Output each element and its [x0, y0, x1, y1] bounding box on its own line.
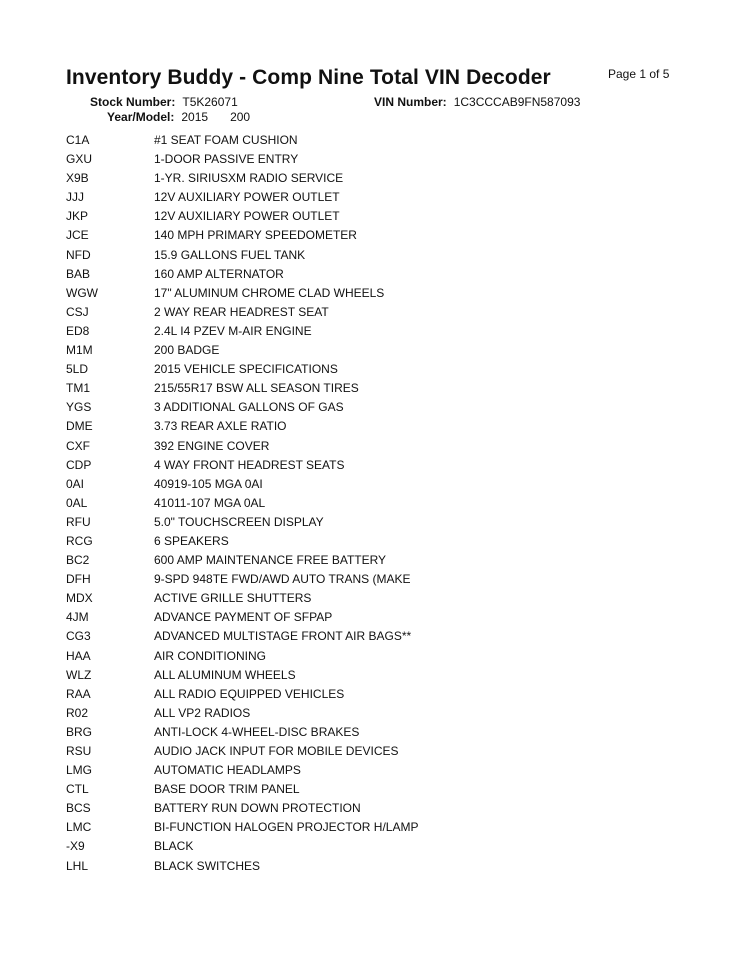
option-code: RAA	[66, 686, 91, 701]
option-code: WGW	[66, 285, 98, 300]
option-description: 5.0" TOUCHSCREEN DISPLAY	[154, 514, 324, 529]
option-description: ALL VP2 RADIOS	[154, 705, 251, 720]
stock-number-value: T5K26071	[182, 95, 238, 109]
option-description: AUTOMATIC HEADLAMPS	[154, 763, 301, 778]
option-code: 0AL	[66, 495, 88, 510]
option-code: CXF	[66, 438, 90, 453]
option-code: CDP	[66, 457, 92, 472]
option-code: CG3	[66, 629, 91, 644]
option-code: DME	[66, 419, 93, 434]
option-description: #1 SEAT FOAM CUSHION	[154, 133, 298, 147]
year-model-label: Year/Model:	[107, 110, 175, 124]
option-row	[0, 589, 742, 608]
year-model-field	[107, 110, 250, 124]
option-row	[0, 417, 742, 436]
option-row	[0, 284, 742, 303]
option-description: 40919-105 MGA 0AI	[154, 476, 263, 491]
option-row	[0, 456, 742, 475]
option-description: 9-SPD 948TE FWD/AWD AUTO TRANS (MAKE	[154, 572, 411, 587]
option-row	[0, 761, 742, 780]
option-description: ADVANCE PAYMENT OF SFPAP	[154, 610, 333, 625]
option-row	[0, 532, 742, 551]
option-code: BAB	[66, 266, 91, 281]
option-description: ALL RADIO EQUIPPED VEHICLES	[154, 686, 345, 701]
option-description: 15.9 GALLONS FUEL TANK	[154, 247, 306, 262]
page-number: Page 1 of 5	[608, 67, 670, 81]
option-description: 200 BADGE	[154, 343, 220, 358]
option-description: 3 ADDITIONAL GALLONS OF GAS	[154, 400, 344, 415]
stock-number-label: Stock Number:	[90, 95, 176, 109]
option-description: 12V AUXILIARY POWER OUTLET	[154, 209, 340, 224]
year-value: 2015	[181, 110, 209, 124]
option-code: ED8	[66, 323, 90, 338]
model-value: 200	[230, 110, 251, 124]
option-description: AUDIO JACK INPUT FOR MOBILE DEVICES	[154, 744, 399, 758]
option-row	[0, 608, 742, 627]
option-description: 2 WAY REAR HEADREST SEAT	[154, 304, 329, 319]
option-row	[0, 207, 742, 226]
option-description: BLACK	[154, 839, 194, 854]
option-row	[0, 780, 742, 799]
option-description: 4 WAY FRONT HEADREST SEATS	[154, 457, 345, 472]
option-description: 600 AMP MAINTENANCE FREE BATTERY	[154, 553, 387, 568]
option-row	[0, 647, 742, 666]
option-row	[0, 188, 742, 207]
option-code: LMG	[66, 763, 93, 778]
option-code: JKP	[66, 209, 89, 224]
option-code: CTL	[66, 782, 89, 797]
option-description: 160 AMP ALTERNATOR	[154, 266, 284, 281]
option-description: 41011-107 MGA 0AL	[154, 495, 266, 510]
option-code: M1M	[66, 343, 93, 358]
option-row	[0, 150, 742, 169]
option-row	[0, 837, 742, 856]
option-row	[0, 226, 742, 245]
option-row	[0, 666, 742, 685]
option-description: AIR CONDITIONING	[154, 648, 267, 663]
option-code: JCE	[66, 228, 89, 243]
option-code: YGS	[66, 400, 92, 415]
option-code: -X9	[66, 839, 85, 854]
page-title: Inventory Buddy - Comp Nine Total VIN Decoder	[66, 66, 551, 89]
option-description: ADVANCED MULTISTAGE FRONT AIR BAGS**	[154, 629, 412, 644]
option-row	[0, 818, 742, 837]
option-description: BASE DOOR TRIM PANEL	[154, 782, 300, 797]
option-description: BI-FUNCTION HALOGEN PROJECTOR H/LAMP	[154, 820, 419, 835]
option-row	[0, 303, 742, 322]
option-row	[0, 513, 742, 532]
vin-number-label: VIN Number:	[374, 95, 447, 109]
option-row	[0, 551, 742, 570]
option-description: 12V AUXILIARY POWER OUTLET	[154, 190, 340, 205]
option-row	[0, 265, 742, 284]
option-code: BC2	[66, 553, 90, 568]
option-code: R02	[66, 705, 89, 720]
option-row	[0, 169, 742, 188]
option-row	[0, 742, 742, 761]
option-code: HAA	[66, 648, 91, 663]
option-row	[0, 379, 742, 398]
option-description: BLACK SWITCHES	[154, 858, 261, 873]
option-row	[0, 570, 742, 589]
option-row	[0, 246, 742, 265]
option-code: JJJ	[66, 190, 84, 205]
option-code: CSJ	[66, 304, 89, 319]
option-code: MDX	[66, 591, 93, 606]
option-code: GXU	[66, 152, 93, 167]
option-code: DFH	[66, 572, 91, 587]
option-code: RSU	[66, 744, 92, 758]
option-code: 5LD	[66, 362, 89, 377]
option-code: RFU	[66, 514, 91, 529]
option-description: ALL ALUMINUM WHEELS	[154, 667, 296, 682]
option-code: C1A	[66, 133, 90, 147]
option-description: 1-DOOR PASSIVE ENTRY	[154, 152, 299, 167]
option-description: 392 ENGINE COVER	[154, 438, 270, 453]
option-description: ANTI-LOCK 4-WHEEL-DISC BRAKES	[154, 724, 360, 739]
option-row	[0, 398, 742, 417]
option-description: 1-YR. SIRIUSXM RADIO SERVICE	[154, 171, 344, 186]
option-code: LHL	[66, 858, 89, 873]
option-code: BRG	[66, 724, 93, 739]
vin-number-value: 1C3CCCAB9FN587093	[453, 95, 581, 109]
stock-number-field	[90, 95, 238, 109]
option-row	[0, 704, 742, 723]
option-code: 0AI	[66, 476, 85, 491]
option-code: WLZ	[66, 667, 92, 682]
option-description: 140 MPH PRIMARY SPEEDOMETER	[154, 228, 357, 243]
option-row	[0, 627, 742, 646]
option-row	[0, 857, 742, 876]
option-row	[0, 494, 742, 513]
option-row	[0, 723, 742, 742]
option-code: NFD	[66, 247, 91, 262]
option-code: RCG	[66, 533, 93, 548]
option-code: X9B	[66, 171, 89, 186]
option-row	[0, 475, 742, 494]
option-description: 215/55R17 BSW ALL SEASON TIRES	[154, 381, 359, 396]
option-row	[0, 799, 742, 818]
option-description: 3.73 REAR AXLE RATIO	[154, 419, 287, 434]
option-code: 4JM	[66, 610, 89, 625]
option-description: 6 SPEAKERS	[154, 533, 229, 548]
option-description: 2.4L I4 PZEV M-AIR ENGINE	[154, 323, 312, 338]
option-description: ACTIVE GRILLE SHUTTERS	[154, 591, 312, 606]
option-description: 2015 VEHICLE SPECIFICATIONS	[154, 362, 338, 377]
option-code-list	[0, 131, 742, 876]
option-code: TM1	[66, 381, 90, 396]
option-description: BATTERY RUN DOWN PROTECTION	[154, 801, 361, 816]
option-row	[0, 360, 742, 379]
option-row	[0, 341, 742, 360]
option-row	[0, 437, 742, 456]
vin-number-field	[374, 95, 580, 109]
option-code: BCS	[66, 801, 91, 816]
option-row	[0, 322, 742, 341]
option-row	[0, 131, 742, 150]
option-code: LMC	[66, 820, 92, 835]
option-description: 17" ALUMINUM CHROME CLAD WHEELS	[154, 285, 385, 300]
option-row	[0, 685, 742, 704]
